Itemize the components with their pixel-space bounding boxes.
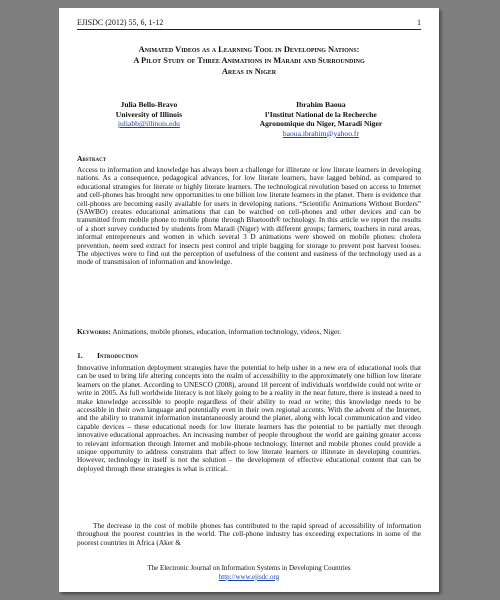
author-affiliation-line-2: Agronomique du Niger, Maradi Niger — [259, 119, 383, 128]
author-affiliation: University of Illinois — [115, 109, 183, 119]
page-footer — [77, 564, 421, 581]
author-name: Julia Bello-Bravo — [120, 100, 178, 109]
author-name: Ibrahim Baoua — [296, 100, 346, 109]
author-email-link[interactable]: juliabb@illinois.edu — [117, 119, 180, 128]
title-line-3: Areas in Niger — [221, 67, 277, 76]
introduction-paragraph-1: Innovative information deployment strategies have the potential to help usher in a new era of educational tools that can be used to bring life altering concepts into the realm of accessibility to the approximately one billion low literate learners on the planet. According to UNESCO (2008), around 18 percent of individuals worldwide could not write or write in 2005. As full worldwide literacy is not likely going to be a reality in the near future, there is instead a need to make knowledge accessible to people regardless of their ability to read or write; this knowledge needs to be accessible in their own language and potentially even in their own regional accents. With the advent of the Internet, and the ability to transmit information instantaneously around the planet, along with local communication and video capable devices – these educational needs for low literate learners has the potential to be partially met through innovative educational approaches. An increasing number of people throughout the world are gaining greater access to relevant information through Internet and mobile-phone technology. Internet and mobile phones could provide a unique opportunity to address constraints that affect to low literate learners or illiterate in developing countries. However, technology in itself is not the solution – the development of effective educational content that can be deployed through these strategies is what is critical. — [77, 363, 421, 473]
author-block — [77, 100, 421, 138]
keywords — [77, 328, 421, 336]
introduction-heading — [77, 351, 138, 360]
abstract-text: Access to information and knowledge has always been a challenge for illiterate or low literate learners in developing nations. As a consequence, pedagogical advances, for low literate learners, have lagged behind, as compared to educational strategies for literate or highly literate learners. The technological revolution based on access to Internet and cell-phones has brought new opportunities to one billion low literate learners in the planet. There is evidence that cell-phones are becoming easily available for users in developing nations. “Scientific Animations Without Borders” (SAWBO) creates educational animations that can be watched on cell-phones and other devices and can be transmitted from mobile phone to mobile phone through Bluetooth® technology. In this article we report the results of a short survey conducted by students from Maradi (Niger) with different groups; farmers, teachers in rural areas, informal entrepreneurs and women in which several 3 D animations were showed on mobile phones: cholera prevention, neem seed extract for insects pest control and triple bagging for storage to prevent post harvest looses. The objectives were to find out the perception of usefulness of the content and easiness of the technology used as a mode of transmission of information and knowledge. — [77, 165, 421, 267]
paper-title — [77, 44, 421, 77]
footer-url-link[interactable]: http://www.ejisdc.org — [218, 572, 280, 581]
keywords-label: Keywords: — [77, 327, 111, 336]
introduction-paragraph-2: The decrease in the cost of mobile phones has contributed to the rapid spread of accessibility of information throughout the poorest countries in the world. The cell-phone industry has exceeding expectations in some of the poorest countries in Africa (Aker & — [77, 521, 421, 547]
section-number: 1. — [77, 351, 83, 360]
page-number: 1 — [417, 18, 421, 27]
title-line-1: Animated Videos as a Learning Tool in Developing Nations: — [138, 45, 360, 54]
footer-journal-name: The Electronic Journal on Information Systems in Developing Countries — [147, 564, 351, 572]
section-title: Introduction — [97, 351, 138, 360]
abstract-heading: Abstract — [77, 154, 107, 163]
journal-citation: EJISDC (2012) 55, 6, 1-12 — [77, 18, 164, 27]
title-line-2: A Pilot Study of Three Animations in Maradi and Surrounding — [133, 56, 365, 65]
author-affiliation: l’Institut National de la Recherche — [265, 109, 377, 119]
author-2 — [260, 100, 383, 138]
keywords-text: Animations, mobile phones, education, information technology, videos, Niger. — [112, 327, 342, 336]
document-page — [59, 8, 439, 592]
author-email-link[interactable]: baoua.ibrahim@yahoo.fr — [282, 128, 359, 138]
author-1 — [116, 100, 182, 138]
running-header — [77, 18, 421, 30]
